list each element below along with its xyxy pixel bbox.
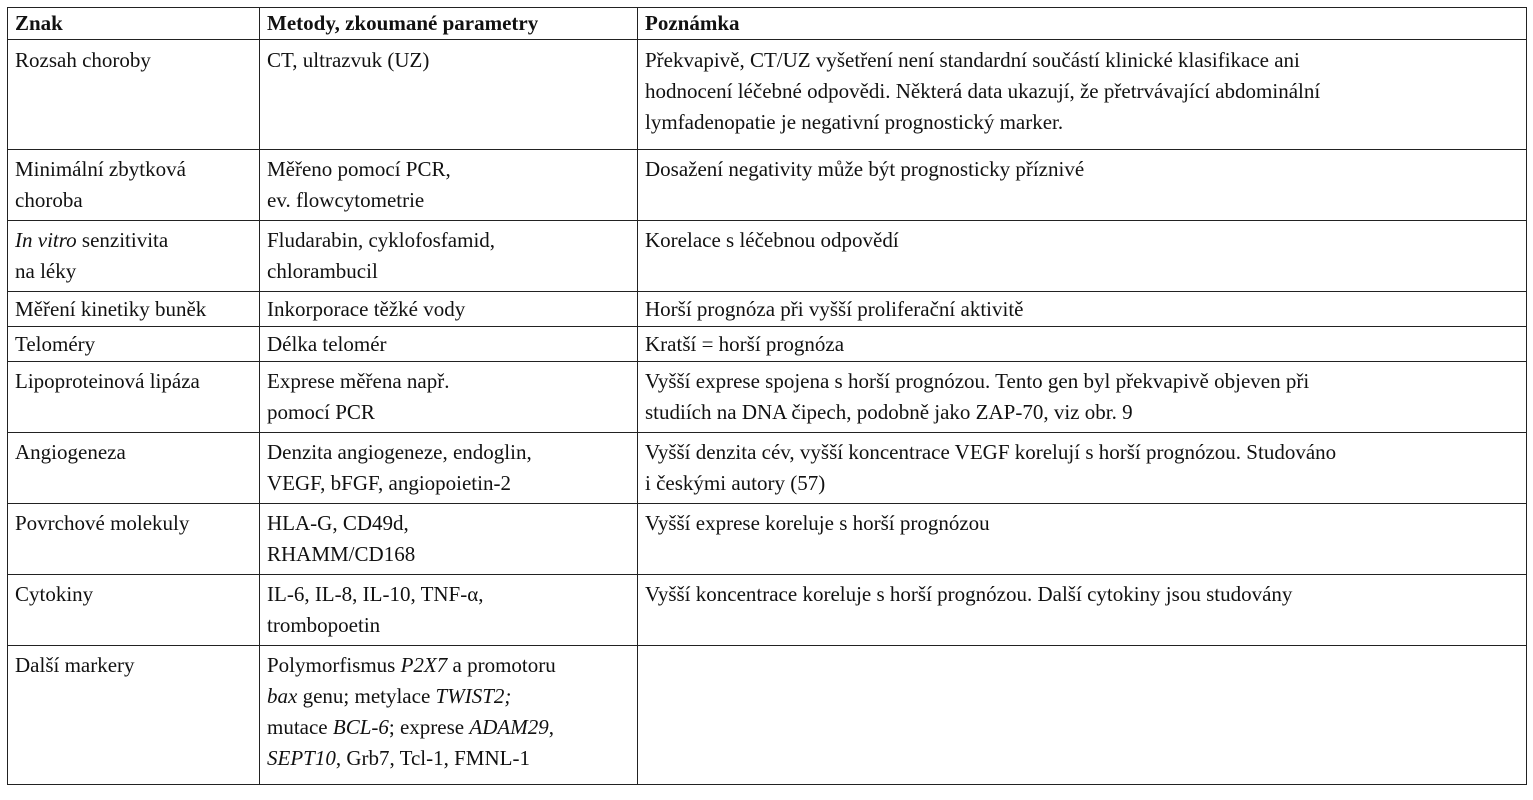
table-header-row <box>8 8 1527 40</box>
cell-text: Korelace s léčebnou odpovědí <box>645 228 899 252</box>
table-row <box>8 327 1527 362</box>
cell-poznamka <box>638 575 1527 646</box>
cell-text: pomocí PCR <box>267 400 375 424</box>
table-row <box>8 362 1527 433</box>
cell-text: Překvapivě, CT/UZ vyšetření není standardní součástí klinické klasifikace ani <box>645 48 1300 72</box>
cell-text-line <box>15 225 252 256</box>
cell-text: lymfadenopatie je negativní prognostický marker. <box>645 110 1064 134</box>
cell-text: senzitivita <box>76 228 169 252</box>
table-row <box>8 646 1527 785</box>
cell-text: VEGF, bFGF, angiopoietin-2 <box>267 471 511 495</box>
cell-text: ; exprese <box>388 715 470 739</box>
table-row <box>8 575 1527 646</box>
cell-metody <box>260 575 638 646</box>
cell-text-line <box>267 743 630 774</box>
cell-text: Teloméry <box>15 332 96 356</box>
cell-text: i českými autory (57) <box>645 471 826 495</box>
cell-text: chlorambucil <box>267 259 378 283</box>
cell-text: Rozsah choroby <box>15 48 151 72</box>
cell-znak <box>8 575 260 646</box>
cell-text: na léky <box>15 259 77 283</box>
cell-text: Povrchové molekuly <box>15 511 190 535</box>
cell-text: ev. flowcytometrie <box>267 188 425 212</box>
cell-metody <box>260 221 638 292</box>
cell-poznamka <box>638 292 1527 327</box>
cell-poznamka <box>638 221 1527 292</box>
table-row <box>8 221 1527 292</box>
cell-text: Kratší = horší prognóza <box>645 332 845 356</box>
italic-text: TWIST2; <box>435 684 512 708</box>
table-row <box>8 292 1527 327</box>
italic-text: SEPT10 <box>267 746 336 770</box>
cell-text: genu; metylace <box>297 684 436 708</box>
cell-znak <box>8 362 260 433</box>
cell-text: Vyšší exprese spojena s horší prognózou. Tento gen byl překvapivě objeven při <box>645 369 1310 393</box>
cell-text: Vyšší denzita cév, vyšší koncentrace VEGF korelují s horší prognózou. Studováno <box>645 440 1337 464</box>
cell-text: CT, ultrazvuk (UZ) <box>267 48 430 72</box>
cell-znak <box>8 221 260 292</box>
cell-text: Exprese měřena např. <box>267 369 450 393</box>
table-row <box>8 40 1527 150</box>
cell-text: studiích na DNA čipech, podobně jako ZAP-70, viz obr. 9 <box>645 400 1133 424</box>
prognostic-markers-table <box>7 7 1527 785</box>
cell-text: Měření kinetiky buněk <box>15 297 207 321</box>
cell-poznamka <box>638 646 1527 785</box>
header-poznamka: Poznámka <box>638 8 1527 40</box>
cell-text: Polymorfismus <box>267 653 401 677</box>
cell-text: HLA-G, CD49d, <box>267 511 409 535</box>
cell-text: IL-6, IL-8, IL-10, TNF-α, <box>267 582 484 606</box>
table-row <box>8 504 1527 575</box>
cell-text: Inkorporace těžké vody <box>267 297 466 321</box>
cell-text: mutace <box>267 715 333 739</box>
cell-poznamka <box>638 362 1527 433</box>
cell-znak <box>8 150 260 221</box>
marker-table-container <box>7 7 1526 785</box>
cell-metody <box>260 292 638 327</box>
cell-metody <box>260 40 638 150</box>
header-znak: Znak <box>8 8 260 40</box>
cell-text: Dosažení negativity může být prognosticky příznivé <box>645 157 1085 181</box>
table-row <box>8 150 1527 221</box>
cell-znak <box>8 292 260 327</box>
italic-text: P2X7 <box>400 653 448 677</box>
table-row <box>8 433 1527 504</box>
cell-text-line <box>267 712 630 743</box>
cell-text: Délka telomér <box>267 332 387 356</box>
cell-text: Fludarabin, cyklofosfamid, <box>267 228 496 252</box>
cell-znak <box>8 327 260 362</box>
cell-metody <box>260 504 638 575</box>
cell-metody <box>260 433 638 504</box>
cell-metody <box>260 327 638 362</box>
cell-poznamka <box>638 433 1527 504</box>
cell-poznamka <box>638 504 1527 575</box>
italic-text: In vitro <box>15 228 77 252</box>
cell-metody <box>260 362 638 433</box>
italic-text: bax <box>267 684 298 708</box>
cell-text: Lipoproteinová lipáza <box>15 369 200 393</box>
cell-text: RHAMM/CD168 <box>267 542 416 566</box>
cell-text: Měřeno pomocí PCR, <box>267 157 451 181</box>
cell-metody <box>260 646 638 785</box>
cell-poznamka <box>638 327 1527 362</box>
cell-text: Další markery <box>15 653 135 677</box>
cell-text: , <box>548 715 554 739</box>
cell-text: trombopoetin <box>267 613 381 637</box>
cell-text: , Grb7, Tcl-1, FMNL-1 <box>335 746 530 770</box>
cell-znak <box>8 433 260 504</box>
cell-text: choroba <box>15 188 83 212</box>
header-metody: Metody, zkoumané parametry <box>260 8 638 40</box>
italic-text: ADAM29 <box>469 715 549 739</box>
cell-znak <box>8 504 260 575</box>
italic-text: BCL-6 <box>332 715 389 739</box>
cell-znak <box>8 40 260 150</box>
cell-text: Vyšší koncentrace koreluje s horší prognózou. Další cytokiny jsou studovány <box>645 582 1293 606</box>
cell-text-line <box>267 650 630 681</box>
cell-text: a promotoru <box>447 653 556 677</box>
cell-text: Denzita angiogeneze, endoglin, <box>267 440 532 464</box>
cell-text: hodnocení léčebné odpovědi. Některá data ukazují, že přetrvávající abdominální <box>645 79 1321 103</box>
cell-text: Cytokiny <box>15 582 94 606</box>
cell-text-line <box>267 681 630 712</box>
cell-text: Horší prognóza při vyšší proliferační aktivitě <box>645 297 1024 321</box>
cell-znak <box>8 646 260 785</box>
cell-poznamka <box>638 40 1527 150</box>
cell-metody <box>260 150 638 221</box>
cell-text: Angiogeneza <box>15 440 126 464</box>
cell-text: Minimální zbytková <box>15 157 186 181</box>
cell-poznamka <box>638 150 1527 221</box>
cell-text: Vyšší exprese koreluje s horší prognózou <box>645 511 990 535</box>
